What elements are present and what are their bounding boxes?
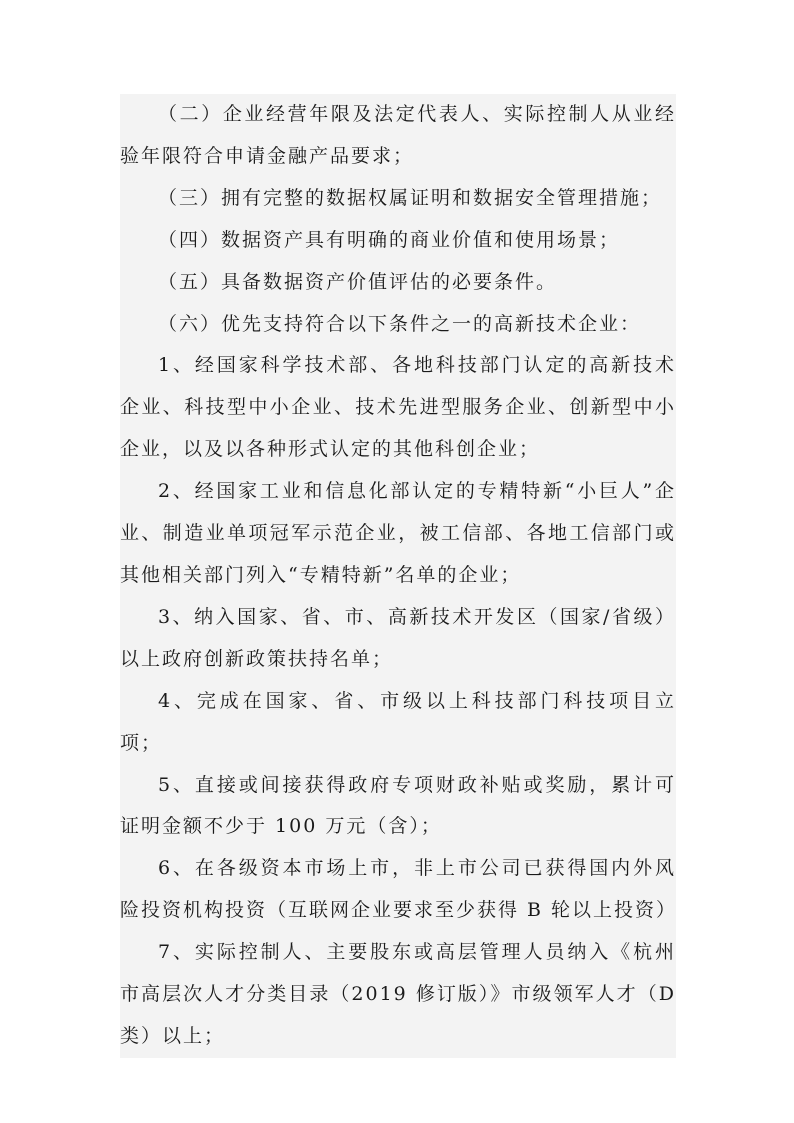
document-body bbox=[120, 94, 676, 1058]
paragraph-criterion-4: （四）数据资产具有明确的商业价值和使用场景； bbox=[158, 228, 621, 251]
list-item-7: 7、实际控制人、主要股东或高层管理人员纳入《杭州市高层次人才分类目录（2019 修订版）》市级领军人才（D 类）以上； bbox=[120, 941, 676, 1047]
list-item-6: 6、在各级资本市场上市，非上市公司已获得国内外风险投资机构投资（互联网企业要求至少获得 B 轮以上投资） bbox=[120, 857, 678, 922]
paragraph-criterion-5: （五）具备数据资产价值评估的必要条件。 bbox=[158, 270, 558, 293]
list-item-5: 5、直接或间接获得政府专项财政补贴或奖励，累计可证明金额不少于 100 万元（含）； bbox=[120, 773, 676, 838]
list-item-3: 3、纳入国家、省、市、高新技术开发区（国家/省级）以上政府创新政策扶持名单； bbox=[120, 605, 676, 670]
list-item-2: 2、经国家工业和信息化部认定的专精特新“小巨人”企业、制造业单项冠军示范企业，被工信部、各地工信部门或其他相关部门列入“专精特新”名单的企业； bbox=[120, 480, 676, 586]
paragraph-criterion-6: （六）优先支持符合以下条件之一的高新技术企业： bbox=[158, 312, 642, 335]
paragraph-criterion-2: （二）企业经营年限及法定代表人、实际控制人从业经验年限符合申请金融产品要求； bbox=[120, 103, 676, 167]
paragraph-criterion-3: （三）拥有完整的数据权属证明和数据安全管理措施； bbox=[158, 186, 663, 209]
list-item-1: 1、经国家科学技术部、各地科技部门认定的高新技术企业、科技型中小企业、技术先进型服务企业、创新型中小企业，以及以各种形式认定的其他科创企业； bbox=[120, 354, 676, 461]
list-item-4: 4、完成在国家、省、市级以上科技部门科技项目立项； bbox=[120, 689, 676, 754]
